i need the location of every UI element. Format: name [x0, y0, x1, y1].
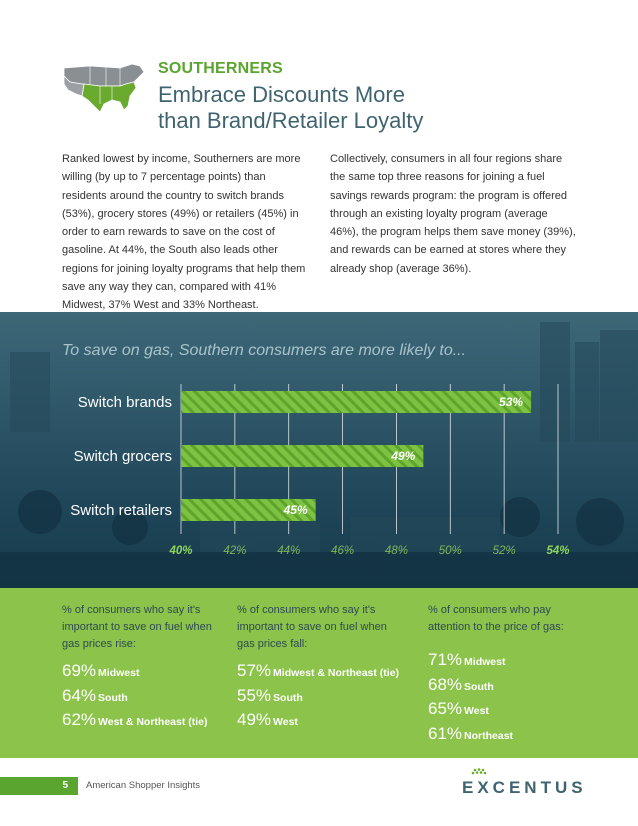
x-tick-label: 52%	[492, 545, 516, 557]
chart-band	[0, 312, 638, 588]
stat-question: % of consumers who say it's important to save on fuel when gas prices fall:	[237, 604, 387, 650]
x-tick-label: 50%	[438, 545, 462, 557]
category-label: Switch brands	[77, 394, 172, 411]
stat-row	[428, 724, 593, 749]
stat-row	[237, 661, 402, 686]
publication-name: American Shopper Insights	[86, 780, 201, 791]
stat-row	[62, 710, 227, 735]
stat-column-fall	[237, 602, 402, 735]
stat-region: West	[273, 716, 298, 728]
category-label: Switch grocers	[73, 448, 172, 465]
bar	[181, 391, 531, 413]
stat-percent: 55%	[237, 685, 272, 705]
stat-region: Midwest	[464, 656, 506, 668]
stat-region: Midwest & Northeast (tie)	[273, 667, 400, 679]
logo-wordmark: EXCENTUS	[462, 778, 587, 797]
stat-percent: 62%	[62, 710, 97, 729]
stat-column-rise	[62, 602, 227, 735]
stat-region: Northeast	[464, 729, 514, 742]
bar-value-label: 49%	[391, 449, 416, 463]
page-number: 5	[0, 777, 78, 795]
stat-region: West & Northeast (tie)	[98, 716, 208, 728]
stat-row	[237, 686, 402, 711]
stat-region: South	[98, 691, 128, 704]
stat-row	[428, 699, 593, 724]
page-title-line-1: Embrace Discounts More	[158, 82, 405, 107]
stat-row	[237, 710, 402, 735]
section-kicker: SOUTHERNERS	[158, 60, 283, 77]
chart-title: To save on gas, Southern consumers are more likely to...	[62, 342, 467, 359]
stat-percent: 64%	[62, 685, 97, 705]
stat-column-attention	[428, 602, 593, 748]
stat-percent: 61%	[428, 723, 463, 743]
x-tick-label: 40%	[169, 545, 193, 557]
x-tick-label: 42%	[223, 545, 247, 557]
bar-value-label: 53%	[499, 395, 524, 409]
stat-region: South	[464, 680, 494, 693]
x-tick-label: 54%	[546, 545, 570, 557]
stat-row	[428, 650, 593, 675]
stat-region: South	[273, 691, 303, 704]
category-label: Switch retailers	[70, 502, 172, 519]
stats-band	[0, 588, 638, 758]
us-map-south-highlighted-icon	[60, 60, 148, 118]
x-tick-label: 44%	[277, 545, 301, 557]
stat-question: % of consumers who pay attention to the price of gas:	[428, 604, 564, 633]
page-title-line-2: than Brand/Retailer Loyalty	[158, 108, 424, 133]
x-tick-label: 48%	[384, 545, 408, 557]
bar-value-label: 45%	[283, 503, 308, 517]
x-tick-label: 46%	[331, 545, 355, 557]
stat-percent: 49%	[237, 710, 272, 729]
stat-percent: 71%	[428, 650, 463, 669]
body-paragraph-left: Ranked lowest by income, Southerners are more willing (by up to 7 percentage points) than residents around the country to switch brands (53%), grocery stores (49%) or retailers (45%) in order to earn rewards to save on the cost of gasoline. At 44%, the South also leads other regions for joining loyalty programs that help them save any way they can, compared with 41% Midwest, 37% West and 33% Northeast.	[62, 153, 306, 312]
stat-percent: 65%	[428, 699, 463, 718]
stat-percent: 69%	[62, 661, 97, 680]
stat-row	[62, 686, 227, 711]
body-paragraph-right: Collectively, consumers in all four regions share the same top three reasons for joining a fuel savings rewards program: the program is offered through an existing loyalty program (average 46%), the program helps them save money (39%), and rewards can be earned at stores where they already shop (average 36%).	[330, 153, 576, 275]
bar	[181, 445, 423, 467]
stat-percent: 57%	[237, 661, 272, 680]
stat-percent: 68%	[428, 674, 463, 694]
stat-region: West	[464, 705, 489, 717]
stat-region: Midwest	[98, 667, 140, 679]
stat-row	[428, 675, 593, 700]
stat-question: % of consumers who say it's important to save on fuel when gas prices rise:	[62, 604, 212, 650]
page-title	[158, 82, 423, 134]
stat-row	[62, 661, 227, 686]
bar-chart	[0, 312, 638, 588]
